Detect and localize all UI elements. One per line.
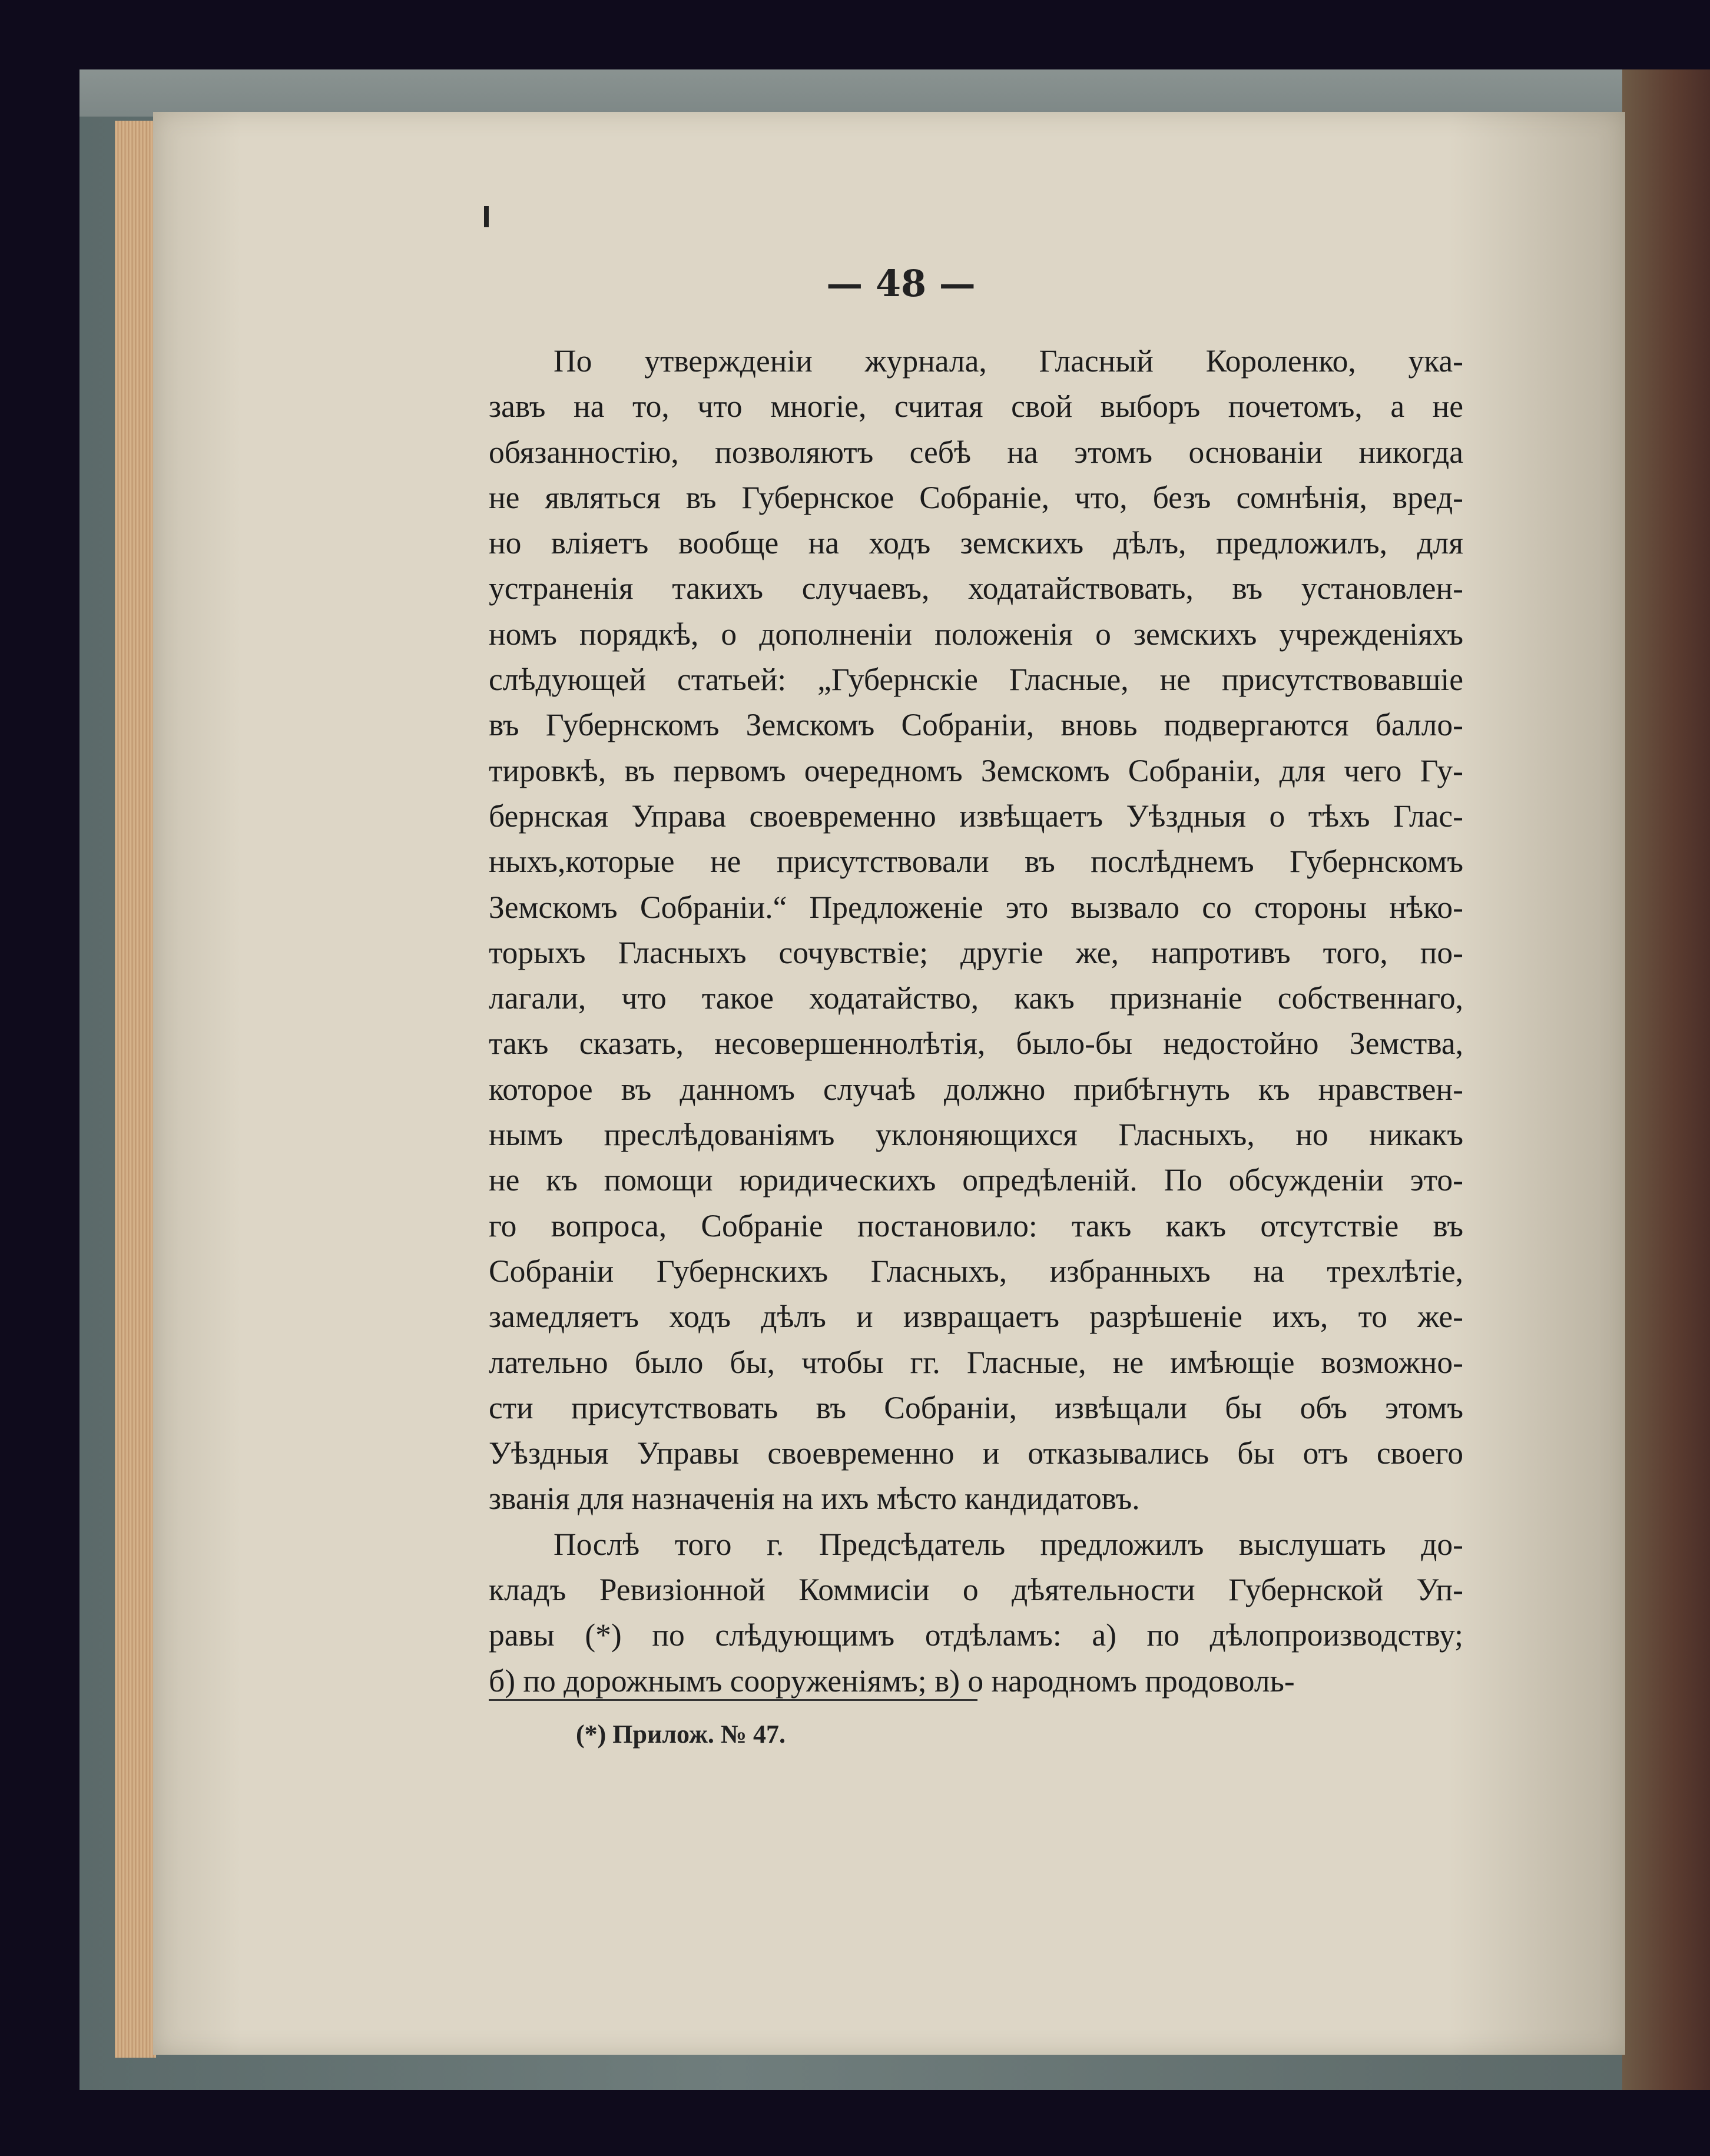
footnote: (*) Прилож. № 47. — [576, 1720, 786, 1749]
text-line: устраненія такихъ случаевъ, ходатайствовать, въ установлен- — [489, 570, 1463, 606]
text-line: номъ порядкѣ, о дополненіи положенія о земскихъ учрежденіяхъ — [489, 616, 1463, 652]
text-line: завъ на то, что многіе, считая свой выборъ почетомъ, а не — [489, 389, 1463, 424]
text-line: которое въ данномъ случаѣ должно прибѣгнуть къ нравствен- — [489, 1071, 1463, 1107]
text-line: сти присутствовать въ Собраніи, извѣщали бы объ этомъ — [489, 1389, 1463, 1425]
text-line: лагали, что такое ходатайство, какъ признаніе собственнаго, — [489, 980, 1463, 1016]
text-line: Собраніи Губернскихъ Гласныхъ, избранныхъ на трехлѣтіе, — [489, 1253, 1463, 1289]
text-line: въ Губернскомъ Земскомъ Собраніи, вновь подвергаются балло- — [489, 707, 1463, 743]
text-line: кладъ Ревизіонной Коммисіи о дѣятельности Губернской Уп- — [489, 1572, 1463, 1608]
text-line: слѣдующей статьей: „Губернскіе Гласные, не присутствовавшіе — [489, 662, 1463, 698]
text-line: ныхъ,которые не присутствовали въ послѣднемъ Губернскомъ — [489, 844, 1463, 880]
text-line: замедляетъ ходъ дѣлъ и извращаетъ разрѣшеніе ихъ, то же- — [489, 1299, 1463, 1335]
text-line: тировкѣ, въ первомъ очередномъ Земскомъ Собраніи, для чего Гу- — [489, 752, 1463, 788]
book-cover-top-edge — [79, 69, 1622, 117]
text-line: бернская Управа своевременно извѣщаетъ Уѣздныя о тѣхъ Глас- — [489, 798, 1463, 834]
text-line: Послѣ того г. Предсѣдатель предложилъ выслушать до- — [554, 1526, 1463, 1562]
text-line: лательно было бы, чтобы гг. Гласные, не имѣющіе возможно- — [489, 1344, 1463, 1380]
text-line: торыхъ Гласныхъ сочувствіе; другіе же, напротивъ того, по- — [489, 934, 1463, 970]
text-line: не къ помощи юридическихъ опредѣленій. По обсужденіи это- — [489, 1162, 1463, 1198]
text-line: Земскомъ Собраніи.“ Предложеніе это вызвало со стороны нѣко- — [489, 889, 1463, 925]
text-line: но вліяетъ вообще на ходъ земскихъ дѣлъ, предложилъ, для — [489, 525, 1463, 561]
text-line: званія для назначенія на ихъ мѣсто кандидатовъ. — [489, 1481, 1140, 1517]
page-number: — 48 — — [826, 262, 976, 305]
text-line: Уѣздныя Управы своевременно и отказывались бы отъ своего — [489, 1435, 1463, 1471]
text-line: такъ сказать, несовершеннолѣтія, было-бы недостойно Земства, — [489, 1026, 1463, 1062]
text-line: По утвержденіи журнала, Гласный Короленко, ука- — [554, 343, 1463, 379]
text-line: го вопроса, Собраніе постановило: такъ какъ отсутствіе въ — [489, 1208, 1463, 1243]
text-line: равы (*) по слѣдующимъ отдѣламъ: а) по дѣлопроизводству; — [489, 1617, 1463, 1653]
footnote-rule — [489, 1699, 977, 1701]
text-line: нымъ преслѣдованіямъ уклоняющихся Гласныхъ, но никакъ — [489, 1117, 1463, 1153]
text-line: б) по дорожнымъ сооруженіямъ; в) о народномъ продоволь- — [489, 1663, 1295, 1699]
text-line: обязанностію, позволяютъ себѣ на этомъ основаніи никогда — [489, 434, 1463, 470]
page-stack-edge — [115, 121, 156, 2058]
page-body-text — [489, 339, 1463, 1704]
text-line: не являться въ Губернское Собраніе, что, безъ сомнѣнія, вред- — [489, 479, 1463, 515]
book-cover-right-edge — [1622, 69, 1710, 2090]
ink-speck — [484, 206, 489, 227]
